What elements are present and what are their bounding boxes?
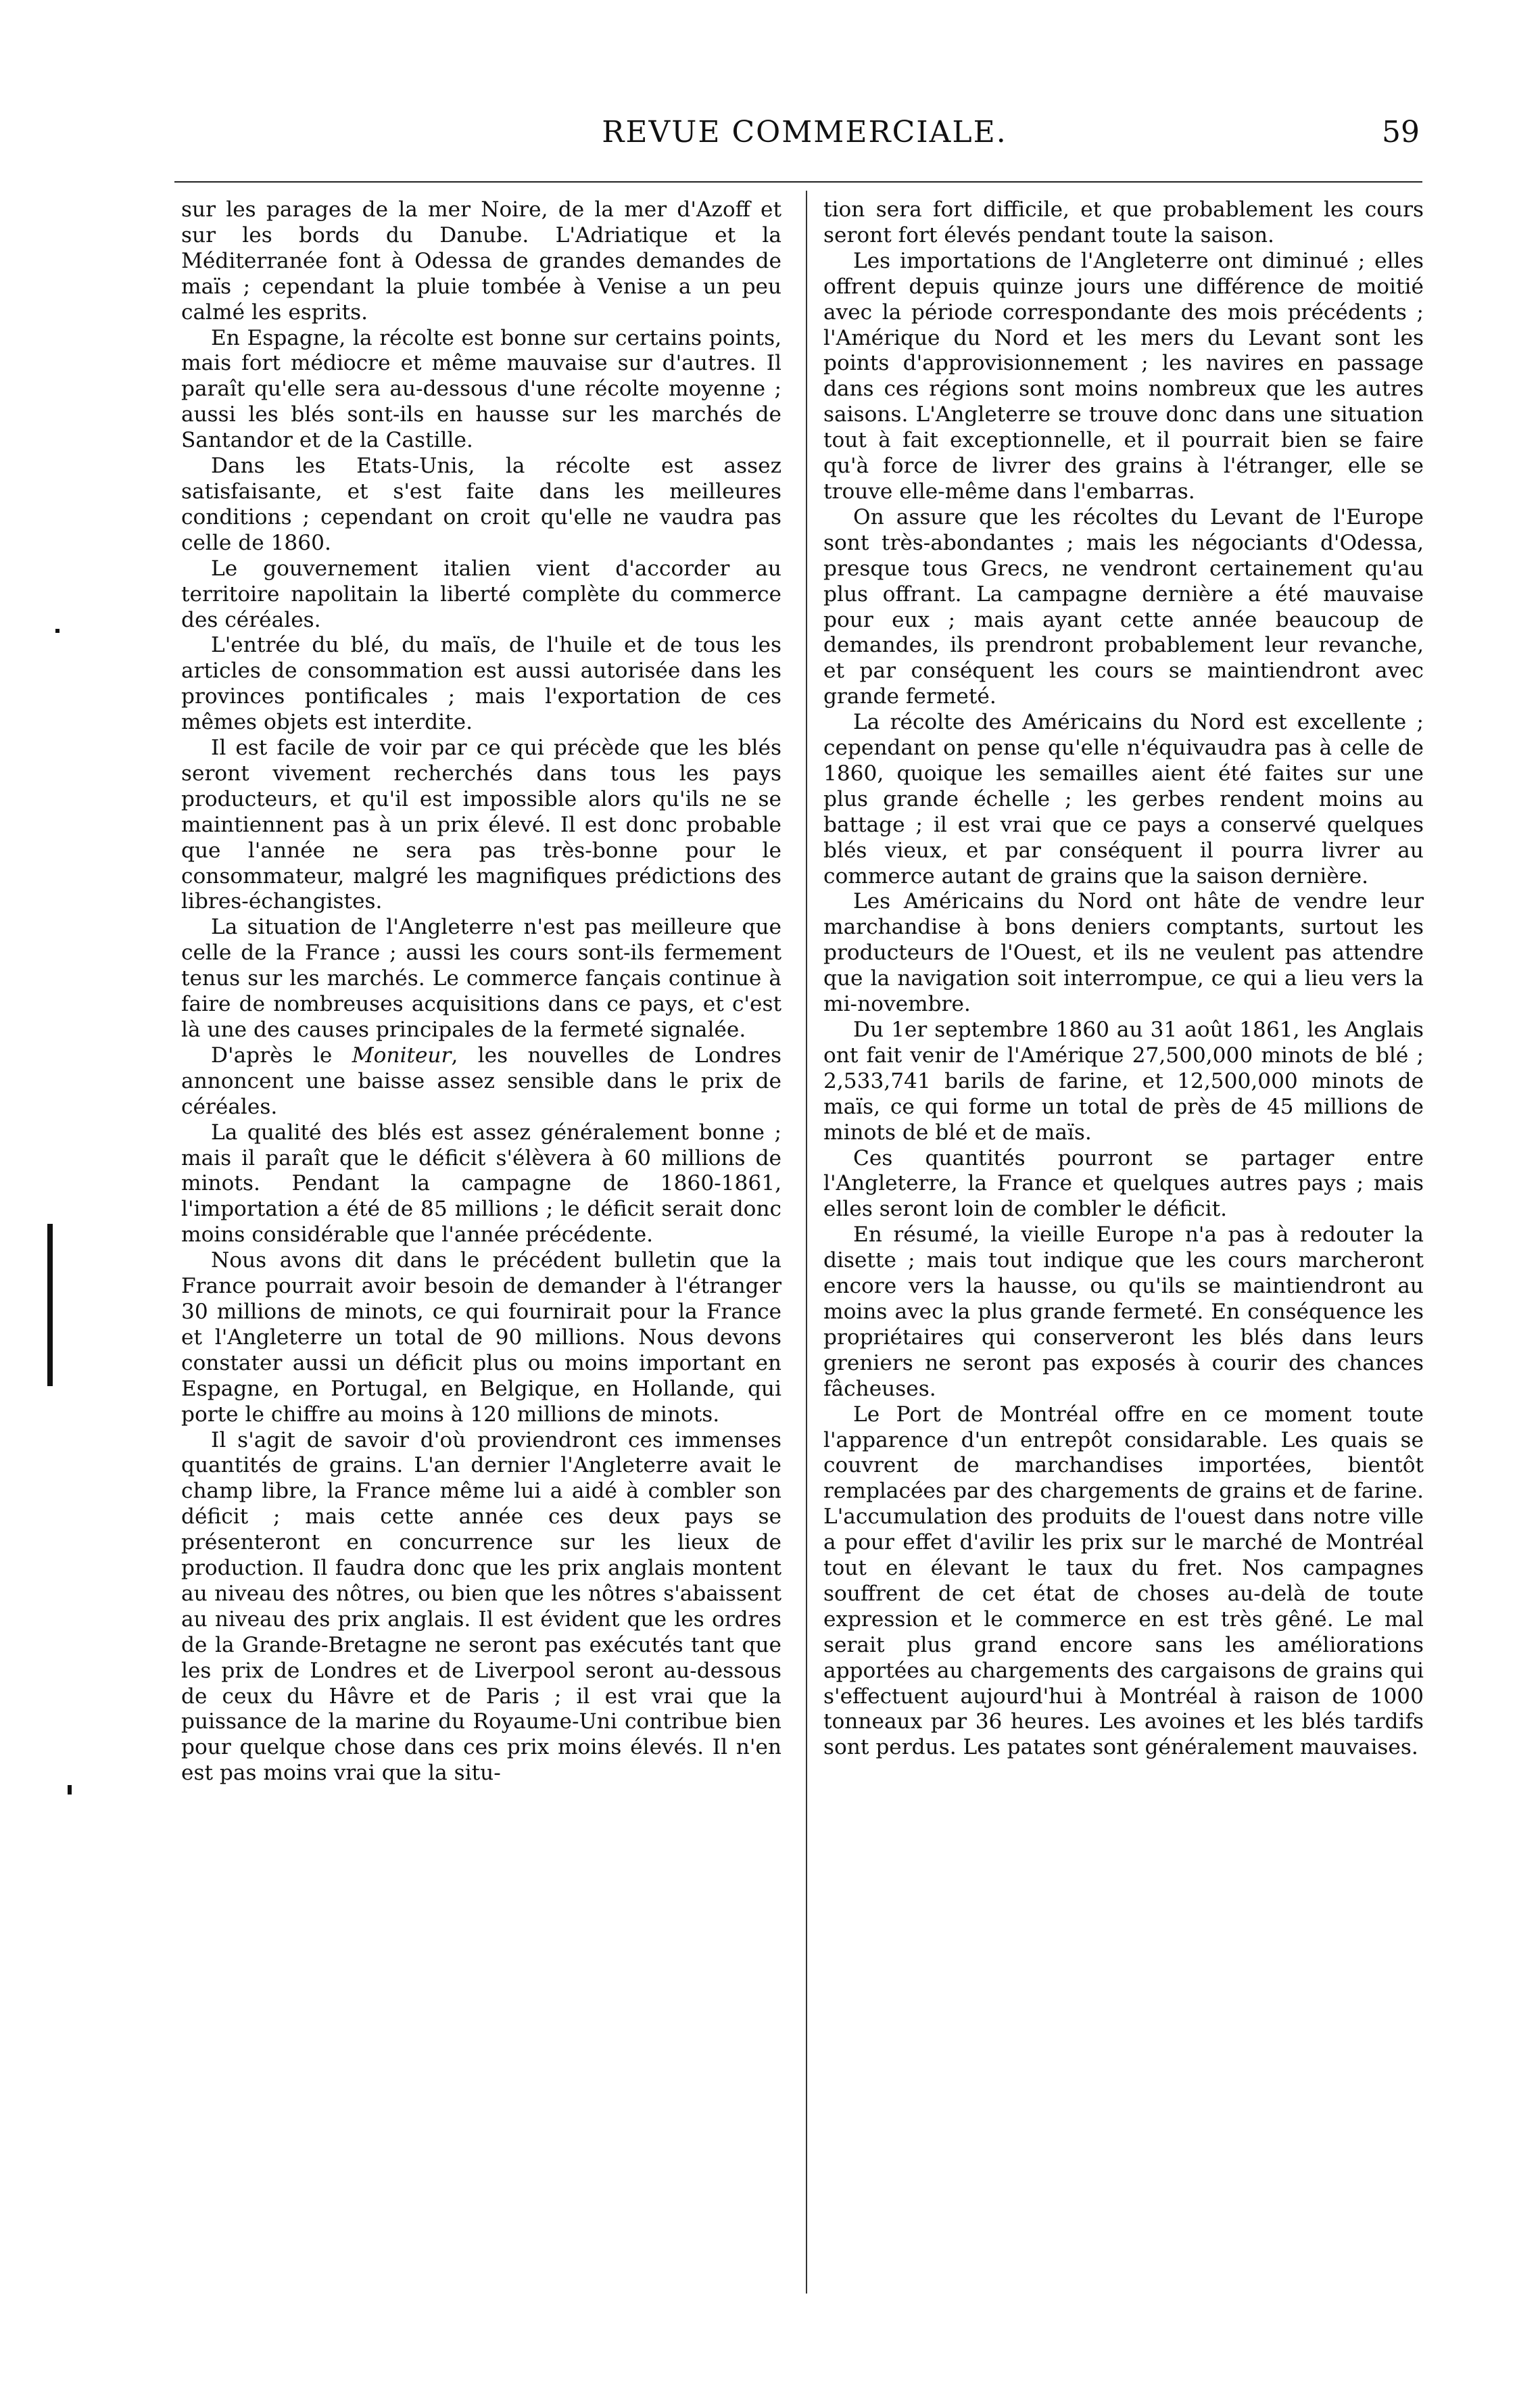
paragraph: On assure que les récoltes du Levant de l'Europe sont très-abondantes ; mais les négociants d'Odessa, presque tous Grecs, ne vendront certainement qu'au plus offrant. La campagne dernière a été mauvaise pour eux ; mais ayant cette année beaucoup de demandes, ils prendront probablement leur revanche, et par conséquent les cours se maintiendront avec grande fermeté.	[823, 504, 1424, 709]
paragraph: Du 1er septembre 1860 au 31 août 1861, les Anglais ont fait venir de l'Amérique 27,500,000 minots de blé ; 2,533,741 barils de farine, et 12,500,000 minots de maïs, ce qui forme un total de près de 45 millions de minots de blé et de maïs.	[823, 1018, 1424, 1145]
paragraph: sur les parages de la mer Noire, de la mer d'Azoff et sur les bords du Danube. L'Adriatique et la Méditerranée font à Odessa de grandes demandes de maïs ; cependant la pluie tombée à Venise a un peu calmé les esprits.	[181, 197, 781, 325]
right-column	[823, 197, 1424, 1761]
page-number: 59	[1382, 115, 1420, 149]
margin-mark	[55, 629, 59, 633]
margin-mark	[68, 1785, 72, 1795]
paragraph: La récolte des Américains du Nord est excellente ; cependant on pense qu'elle n'équivaudra pas à celle de 1860, quoique les semailles aient été faites sur une plus grande échelle ; les gerbes rendent moins au battage ; il est vrai que ce pays a conservé quelques blés vieux, et par conséquent il pourra livrer au commerce autant de grains que la saison dernière.	[823, 710, 1424, 888]
paragraph: Il s'agit de savoir d'où proviendront ces immenses quantités de grains. L'an dernier l'Angleterre avait le champ libre, la France même lui a aidé à combler son déficit ; mais cette année ces deux pays se présenteront en concurrence sur les lieux de production. Il faudra donc que les prix anglais montent au niveau des nôtres, ou bien que les nôtres s'abaissent au niveau des prix anglais. Il est évident que les ordres de la Grande-Bretagne ne seront pas exécutés tant que les prix de Londres et de Liverpool seront au-dessous de ceux du Hâvre et de Paris ; il est vrai que la puissance de la marine du Royaume-Uni contribue bien pour quelque chose dans ces prix moins élevés. Il n'en est pas moins vrai que la situ-	[181, 1427, 781, 1786]
paragraph: Dans les Etats-Unis, la récolte est assez satisfaisante, et s'est faite dans les meilleures conditions ; cependant on croit qu'elle ne vaudra pas celle de 1860.	[181, 454, 781, 555]
paragraph: D'après le Moniteur, les nouvelles de Londres annoncent une baisse assez sensible dans le prix de céréales.	[181, 1043, 781, 1119]
paragraph: En Espagne, la récolte est bonne sur certains points, mais fort médiocre et même mauvaise sur d'autres. Il paraît qu'elle sera au-dessous d'une récolte moyenne ; aussi les blés sont-ils en hausse sur les marchés de Santandor et de la Castille.	[181, 325, 781, 453]
paragraph: tion sera fort difficile, et que probablement les cours seront fort élevés pendant toute la saison.	[823, 197, 1424, 247]
column-separator	[806, 191, 807, 2294]
margin-mark	[47, 1224, 53, 1386]
paragraph: L'entrée du blé, du maïs, de l'huile et de tous les articles de consommation est aussi autorisée dans les provinces pontificales ; mais l'exportation de ces mêmes objets est interdite.	[181, 633, 781, 735]
paragraph: La qualité des blés est assez généralement bonne ; mais il paraît que le déficit s'élèvera à 60 millions de minots. Pendant la campagne de 1860-1861, l'importation a été de 85 millions ; le déficit serait donc moins considérable que l'année précédente.	[181, 1120, 781, 1248]
page-header	[183, 115, 1426, 156]
paragraph: Nous avons dit dans le précédent bulletin que la France pourrait avoir besoin de demander à l'étranger 30 millions de minots, ce qui fournirait pour la France et l'Angleterre un total de 90 millions. Nous devons constater aussi un déficit plus ou moins important en Espagne, en Portugal, en Belgique, en Hollande, qui porte le chiffre au moins à 120 millions de minots.	[181, 1248, 781, 1427]
paragraph: Ces quantités pourront se partager entre l'Angleterre, la France et quelques autres pays ; mais elles seront loin de combler le déficit.	[823, 1145, 1424, 1222]
left-column	[181, 197, 781, 1786]
paragraph: Les importations de l'Angleterre ont diminué ; elles offrent depuis quinze jours une différence de moitié avec la période correspondante des mois précédents ; l'Amérique du Nord et les mers du Levant sont les points d'approvisionnement ; les navires en passage dans ces régions sont moins nombreux que les autres saisons. L'Angleterre se trouve donc dans une situation tout à fait exceptionnelle, et il pourrait bien se faire qu'à force de livrer des grains à l'étranger, elle se trouve elle-même dans l'embarras.	[823, 248, 1424, 504]
paragraph: Il est facile de voir par ce qui précède que les blés seront vivement recherchés dans tous les pays producteurs, et qu'il est impossible alors qu'ils ne se maintiennent pas à un prix élevé. Il est donc probable que l'année ne sera pas très-bonne pour le consommateur, malgré les magnifiques prédictions des libres-échangistes.	[181, 736, 781, 914]
paragraph: Les Américains du Nord ont hâte de vendre leur marchandise à bons deniers comptants, surtout les producteurs de l'Ouest, et ils ne veulent pas attendre que la navigation soit interrompue, ce qui a lieu vers la mi-novembre.	[823, 889, 1424, 1017]
running-title: REVUE COMMERCIALE.	[602, 115, 1007, 149]
emphasis: Moniteur	[352, 1043, 452, 1068]
paragraph: Le Port de Montréal offre en ce moment toute l'apparence d'un entrepôt considarable. Les quais se couvrent de marchandises importées, bientôt remplacées par des chargements de grains et de farine. L'accumulation des produits de l'ouest dans notre ville a pour effet d'avilir les prix sur le marché de Montréal tout en élevant le taux du fret. Nos campagnes souffrent de cet état de choses au-delà de toute expression et le commerce en est très gêné. Le mal serait plus grand encore sans les améliorations apportées au chargements des cargaisons de grains qui s'effectuent aujourd'hui à Montréal à raison de 1000 tonneaux par 36 heures. Les avoines et les blés tardifs sont perdus. Les patates sont généralement mauvaises.	[823, 1402, 1424, 1760]
paragraph: En résumé, la vieille Europe n'a pas à redouter la disette ; mais tout indique que les cours marcheront encore vers la hausse, ou qu'ils se maintiendront au moins avec la plus grande fermeté. En conséquence les propriétaires qui conserveront les blés dans leurs greniers ne seront pas exposés à courir des chances fâcheuses.	[823, 1222, 1424, 1401]
paragraph: Le gouvernement italien vient d'accorder au territoire napolitain la liberté complète du commerce des céréales.	[181, 556, 781, 632]
header-rule	[174, 181, 1422, 183]
paragraph: La situation de l'Angleterre n'est pas meilleure que celle de la France ; aussi les cours sont-ils fermement tenus sur les marchés. Le commerce fançais continue à faire de nombreuses acquisitions dans ce pays, et c'est là une des causes principales de la fermeté signalée.	[181, 915, 781, 1042]
